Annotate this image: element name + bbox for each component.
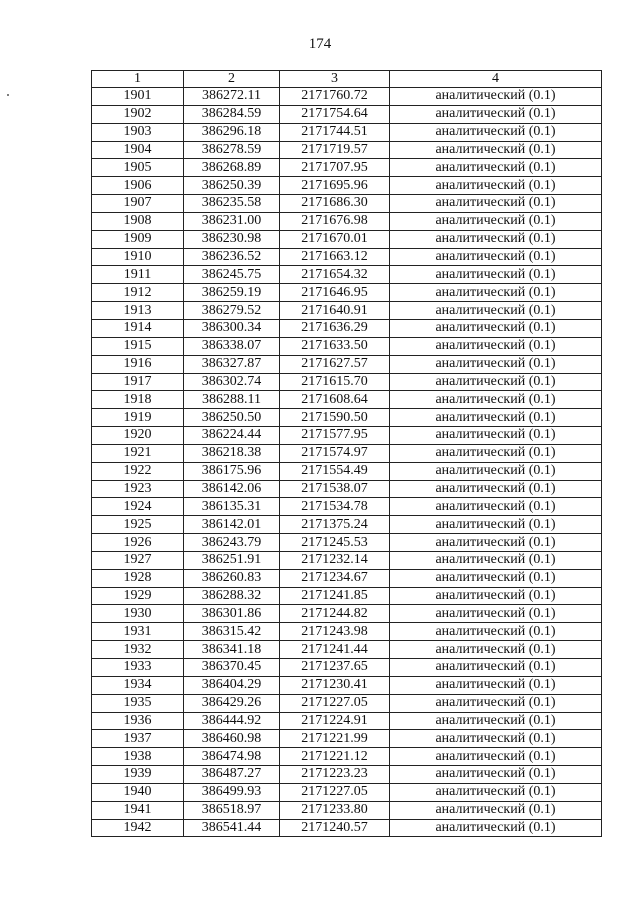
point-number-cell: 1915 bbox=[92, 337, 184, 355]
method-cell: аналитический (0.1) bbox=[390, 302, 602, 320]
x-coordinate-cell: 386224.44 bbox=[184, 427, 280, 445]
x-coordinate-cell: 386300.34 bbox=[184, 319, 280, 337]
x-coordinate-cell: 386268.89 bbox=[184, 159, 280, 177]
method-cell: аналитический (0.1) bbox=[390, 105, 602, 123]
y-coordinate-cell: 2171230.41 bbox=[280, 676, 390, 694]
point-number-cell: 1939 bbox=[92, 766, 184, 784]
method-cell: аналитический (0.1) bbox=[390, 783, 602, 801]
point-number-cell: 1924 bbox=[92, 498, 184, 516]
x-coordinate-cell: 386243.79 bbox=[184, 534, 280, 552]
y-coordinate-cell: 2171670.01 bbox=[280, 230, 390, 248]
x-coordinate-cell: 386541.44 bbox=[184, 819, 280, 837]
scan-speck bbox=[7, 94, 9, 96]
method-cell: аналитический (0.1) bbox=[390, 284, 602, 302]
table-row bbox=[92, 569, 602, 587]
y-coordinate-cell: 2171554.49 bbox=[280, 462, 390, 480]
y-coordinate-cell: 2171221.12 bbox=[280, 748, 390, 766]
x-coordinate-cell: 386250.50 bbox=[184, 409, 280, 427]
method-cell: аналитический (0.1) bbox=[390, 195, 602, 213]
y-coordinate-cell: 2171227.05 bbox=[280, 694, 390, 712]
y-coordinate-cell: 2171654.32 bbox=[280, 266, 390, 284]
point-number-cell: 1937 bbox=[92, 730, 184, 748]
y-coordinate-cell: 2171646.95 bbox=[280, 284, 390, 302]
table-row bbox=[92, 409, 602, 427]
y-coordinate-cell: 2171221.99 bbox=[280, 730, 390, 748]
point-number-cell: 1929 bbox=[92, 587, 184, 605]
point-number-cell: 1932 bbox=[92, 641, 184, 659]
point-number-cell: 1940 bbox=[92, 783, 184, 801]
method-cell: аналитический (0.1) bbox=[390, 230, 602, 248]
point-number-cell: 1942 bbox=[92, 819, 184, 837]
method-cell: аналитический (0.1) bbox=[390, 141, 602, 159]
x-coordinate-cell: 386487.27 bbox=[184, 766, 280, 784]
method-cell: аналитический (0.1) bbox=[390, 766, 602, 784]
point-number-cell: 1922 bbox=[92, 462, 184, 480]
x-coordinate-cell: 386338.07 bbox=[184, 337, 280, 355]
y-coordinate-cell: 2171574.97 bbox=[280, 444, 390, 462]
table-row bbox=[92, 88, 602, 106]
point-number-cell: 1925 bbox=[92, 516, 184, 534]
method-cell: аналитический (0.1) bbox=[390, 587, 602, 605]
method-cell: аналитический (0.1) bbox=[390, 427, 602, 445]
method-cell: аналитический (0.1) bbox=[390, 676, 602, 694]
column-header-1: 1 bbox=[92, 71, 184, 88]
table-row bbox=[92, 462, 602, 480]
x-coordinate-cell: 386142.01 bbox=[184, 516, 280, 534]
table-row bbox=[92, 623, 602, 641]
x-coordinate-cell: 386142.06 bbox=[184, 480, 280, 498]
point-number-cell: 1909 bbox=[92, 230, 184, 248]
x-coordinate-cell: 386301.86 bbox=[184, 605, 280, 623]
table-row bbox=[92, 302, 602, 320]
x-coordinate-cell: 386135.31 bbox=[184, 498, 280, 516]
method-cell: аналитический (0.1) bbox=[390, 123, 602, 141]
point-number-cell: 1913 bbox=[92, 302, 184, 320]
point-number-cell: 1908 bbox=[92, 212, 184, 230]
table-row bbox=[92, 641, 602, 659]
y-coordinate-cell: 2171633.50 bbox=[280, 337, 390, 355]
x-coordinate-cell: 386444.92 bbox=[184, 712, 280, 730]
point-number-cell: 1917 bbox=[92, 373, 184, 391]
point-number-cell: 1916 bbox=[92, 355, 184, 373]
point-number-cell: 1907 bbox=[92, 195, 184, 213]
point-number-cell: 1903 bbox=[92, 123, 184, 141]
point-number-cell: 1923 bbox=[92, 480, 184, 498]
y-coordinate-cell: 2171744.51 bbox=[280, 123, 390, 141]
method-cell: аналитический (0.1) bbox=[390, 623, 602, 641]
point-number-cell: 1930 bbox=[92, 605, 184, 623]
y-coordinate-cell: 2171227.05 bbox=[280, 783, 390, 801]
method-cell: аналитический (0.1) bbox=[390, 480, 602, 498]
method-cell: аналитический (0.1) bbox=[390, 337, 602, 355]
table-row bbox=[92, 659, 602, 677]
point-number-cell: 1933 bbox=[92, 659, 184, 677]
point-number-cell: 1902 bbox=[92, 105, 184, 123]
y-coordinate-cell: 2171243.98 bbox=[280, 623, 390, 641]
y-coordinate-cell: 2171237.65 bbox=[280, 659, 390, 677]
column-header-2: 2 bbox=[184, 71, 280, 88]
point-number-cell: 1936 bbox=[92, 712, 184, 730]
table-row bbox=[92, 105, 602, 123]
point-number-cell: 1927 bbox=[92, 551, 184, 569]
y-coordinate-cell: 2171754.64 bbox=[280, 105, 390, 123]
method-cell: аналитический (0.1) bbox=[390, 694, 602, 712]
x-coordinate-cell: 386259.19 bbox=[184, 284, 280, 302]
table-header-row bbox=[92, 71, 602, 88]
y-coordinate-cell: 2171676.98 bbox=[280, 212, 390, 230]
table-row bbox=[92, 427, 602, 445]
y-coordinate-cell: 2171223.23 bbox=[280, 766, 390, 784]
method-cell: аналитический (0.1) bbox=[390, 534, 602, 552]
y-coordinate-cell: 2171627.57 bbox=[280, 355, 390, 373]
x-coordinate-cell: 386404.29 bbox=[184, 676, 280, 694]
x-coordinate-cell: 386272.11 bbox=[184, 88, 280, 106]
point-number-cell: 1911 bbox=[92, 266, 184, 284]
table-row bbox=[92, 534, 602, 552]
x-coordinate-cell: 386327.87 bbox=[184, 355, 280, 373]
page-number: 174 bbox=[308, 36, 332, 52]
method-cell: аналитический (0.1) bbox=[390, 551, 602, 569]
table-row bbox=[92, 177, 602, 195]
y-coordinate-cell: 2171686.30 bbox=[280, 195, 390, 213]
point-number-cell: 1926 bbox=[92, 534, 184, 552]
table-row bbox=[92, 480, 602, 498]
point-number-cell: 1912 bbox=[92, 284, 184, 302]
table-row bbox=[92, 284, 602, 302]
method-cell: аналитический (0.1) bbox=[390, 569, 602, 587]
table-row bbox=[92, 498, 602, 516]
point-number-cell: 1920 bbox=[92, 427, 184, 445]
x-coordinate-cell: 386341.18 bbox=[184, 641, 280, 659]
method-cell: аналитический (0.1) bbox=[390, 801, 602, 819]
table-row bbox=[92, 337, 602, 355]
x-coordinate-cell: 386230.98 bbox=[184, 230, 280, 248]
method-cell: аналитический (0.1) bbox=[390, 212, 602, 230]
point-number-cell: 1941 bbox=[92, 801, 184, 819]
method-cell: аналитический (0.1) bbox=[390, 88, 602, 106]
method-cell: аналитический (0.1) bbox=[390, 605, 602, 623]
table-row bbox=[92, 766, 602, 784]
y-coordinate-cell: 2171663.12 bbox=[280, 248, 390, 266]
y-coordinate-cell: 2171590.50 bbox=[280, 409, 390, 427]
point-number-cell: 1919 bbox=[92, 409, 184, 427]
y-coordinate-cell: 2171241.44 bbox=[280, 641, 390, 659]
x-coordinate-cell: 386251.91 bbox=[184, 551, 280, 569]
y-coordinate-cell: 2171375.24 bbox=[280, 516, 390, 534]
x-coordinate-cell: 386474.98 bbox=[184, 748, 280, 766]
table-body bbox=[92, 88, 602, 837]
x-coordinate-cell: 386429.26 bbox=[184, 694, 280, 712]
table-row bbox=[92, 712, 602, 730]
x-coordinate-cell: 386284.59 bbox=[184, 105, 280, 123]
x-coordinate-cell: 386288.11 bbox=[184, 391, 280, 409]
table-row bbox=[92, 159, 602, 177]
point-number-cell: 1905 bbox=[92, 159, 184, 177]
point-number-cell: 1928 bbox=[92, 569, 184, 587]
table-row bbox=[92, 748, 602, 766]
table-row bbox=[92, 355, 602, 373]
method-cell: аналитический (0.1) bbox=[390, 516, 602, 534]
x-coordinate-cell: 386499.93 bbox=[184, 783, 280, 801]
y-coordinate-cell: 2171640.91 bbox=[280, 302, 390, 320]
x-coordinate-cell: 386236.52 bbox=[184, 248, 280, 266]
method-cell: аналитический (0.1) bbox=[390, 730, 602, 748]
table-row bbox=[92, 391, 602, 409]
table-row bbox=[92, 123, 602, 141]
point-number-cell: 1906 bbox=[92, 177, 184, 195]
table-row bbox=[92, 551, 602, 569]
y-coordinate-cell: 2171577.95 bbox=[280, 427, 390, 445]
method-cell: аналитический (0.1) bbox=[390, 177, 602, 195]
table-row bbox=[92, 248, 602, 266]
x-coordinate-cell: 386235.58 bbox=[184, 195, 280, 213]
y-coordinate-cell: 2171245.53 bbox=[280, 534, 390, 552]
x-coordinate-cell: 386302.74 bbox=[184, 373, 280, 391]
method-cell: аналитический (0.1) bbox=[390, 712, 602, 730]
x-coordinate-cell: 386296.18 bbox=[184, 123, 280, 141]
table-row bbox=[92, 141, 602, 159]
y-coordinate-cell: 2171224.91 bbox=[280, 712, 390, 730]
method-cell: аналитический (0.1) bbox=[390, 498, 602, 516]
coordinates-table bbox=[91, 70, 602, 837]
method-cell: аналитический (0.1) bbox=[390, 373, 602, 391]
y-coordinate-cell: 2171244.82 bbox=[280, 605, 390, 623]
point-number-cell: 1901 bbox=[92, 88, 184, 106]
method-cell: аналитический (0.1) bbox=[390, 159, 602, 177]
y-coordinate-cell: 2171615.70 bbox=[280, 373, 390, 391]
x-coordinate-cell: 386250.39 bbox=[184, 177, 280, 195]
method-cell: аналитический (0.1) bbox=[390, 462, 602, 480]
method-cell: аналитический (0.1) bbox=[390, 248, 602, 266]
table-row bbox=[92, 783, 602, 801]
table-row bbox=[92, 676, 602, 694]
method-cell: аналитический (0.1) bbox=[390, 444, 602, 462]
y-coordinate-cell: 2171608.64 bbox=[280, 391, 390, 409]
y-coordinate-cell: 2171234.67 bbox=[280, 569, 390, 587]
table-row bbox=[92, 444, 602, 462]
table-row bbox=[92, 266, 602, 284]
method-cell: аналитический (0.1) bbox=[390, 409, 602, 427]
point-number-cell: 1934 bbox=[92, 676, 184, 694]
y-coordinate-cell: 2171233.80 bbox=[280, 801, 390, 819]
point-number-cell: 1938 bbox=[92, 748, 184, 766]
x-coordinate-cell: 386175.96 bbox=[184, 462, 280, 480]
method-cell: аналитический (0.1) bbox=[390, 641, 602, 659]
x-coordinate-cell: 386231.00 bbox=[184, 212, 280, 230]
table-row bbox=[92, 694, 602, 712]
y-coordinate-cell: 2171719.57 bbox=[280, 141, 390, 159]
method-cell: аналитический (0.1) bbox=[390, 355, 602, 373]
x-coordinate-cell: 386279.52 bbox=[184, 302, 280, 320]
point-number-cell: 1914 bbox=[92, 319, 184, 337]
method-cell: аналитический (0.1) bbox=[390, 748, 602, 766]
x-coordinate-cell: 386218.38 bbox=[184, 444, 280, 462]
table-row bbox=[92, 516, 602, 534]
y-coordinate-cell: 2171636.29 bbox=[280, 319, 390, 337]
y-coordinate-cell: 2171707.95 bbox=[280, 159, 390, 177]
method-cell: аналитический (0.1) bbox=[390, 819, 602, 837]
point-number-cell: 1921 bbox=[92, 444, 184, 462]
method-cell: аналитический (0.1) bbox=[390, 391, 602, 409]
table-row bbox=[92, 801, 602, 819]
table-row bbox=[92, 195, 602, 213]
x-coordinate-cell: 386460.98 bbox=[184, 730, 280, 748]
x-coordinate-cell: 386288.32 bbox=[184, 587, 280, 605]
x-coordinate-cell: 386278.59 bbox=[184, 141, 280, 159]
table-row bbox=[92, 587, 602, 605]
point-number-cell: 1931 bbox=[92, 623, 184, 641]
x-coordinate-cell: 386245.75 bbox=[184, 266, 280, 284]
y-coordinate-cell: 2171534.78 bbox=[280, 498, 390, 516]
y-coordinate-cell: 2171538.07 bbox=[280, 480, 390, 498]
table-row bbox=[92, 819, 602, 837]
point-number-cell: 1918 bbox=[92, 391, 184, 409]
table-row bbox=[92, 605, 602, 623]
method-cell: аналитический (0.1) bbox=[390, 319, 602, 337]
x-coordinate-cell: 386370.45 bbox=[184, 659, 280, 677]
x-coordinate-cell: 386260.83 bbox=[184, 569, 280, 587]
y-coordinate-cell: 2171695.96 bbox=[280, 177, 390, 195]
table-row bbox=[92, 212, 602, 230]
y-coordinate-cell: 2171241.85 bbox=[280, 587, 390, 605]
point-number-cell: 1904 bbox=[92, 141, 184, 159]
x-coordinate-cell: 386518.97 bbox=[184, 801, 280, 819]
method-cell: аналитический (0.1) bbox=[390, 266, 602, 284]
table-row bbox=[92, 230, 602, 248]
y-coordinate-cell: 2171760.72 bbox=[280, 88, 390, 106]
point-number-cell: 1935 bbox=[92, 694, 184, 712]
table-row bbox=[92, 319, 602, 337]
column-header-3: 3 bbox=[280, 71, 390, 88]
method-cell: аналитический (0.1) bbox=[390, 659, 602, 677]
table-row bbox=[92, 730, 602, 748]
table-row bbox=[92, 373, 602, 391]
point-number-cell: 1910 bbox=[92, 248, 184, 266]
y-coordinate-cell: 2171240.57 bbox=[280, 819, 390, 837]
y-coordinate-cell: 2171232.14 bbox=[280, 551, 390, 569]
x-coordinate-cell: 386315.42 bbox=[184, 623, 280, 641]
column-header-4: 4 bbox=[390, 71, 602, 88]
